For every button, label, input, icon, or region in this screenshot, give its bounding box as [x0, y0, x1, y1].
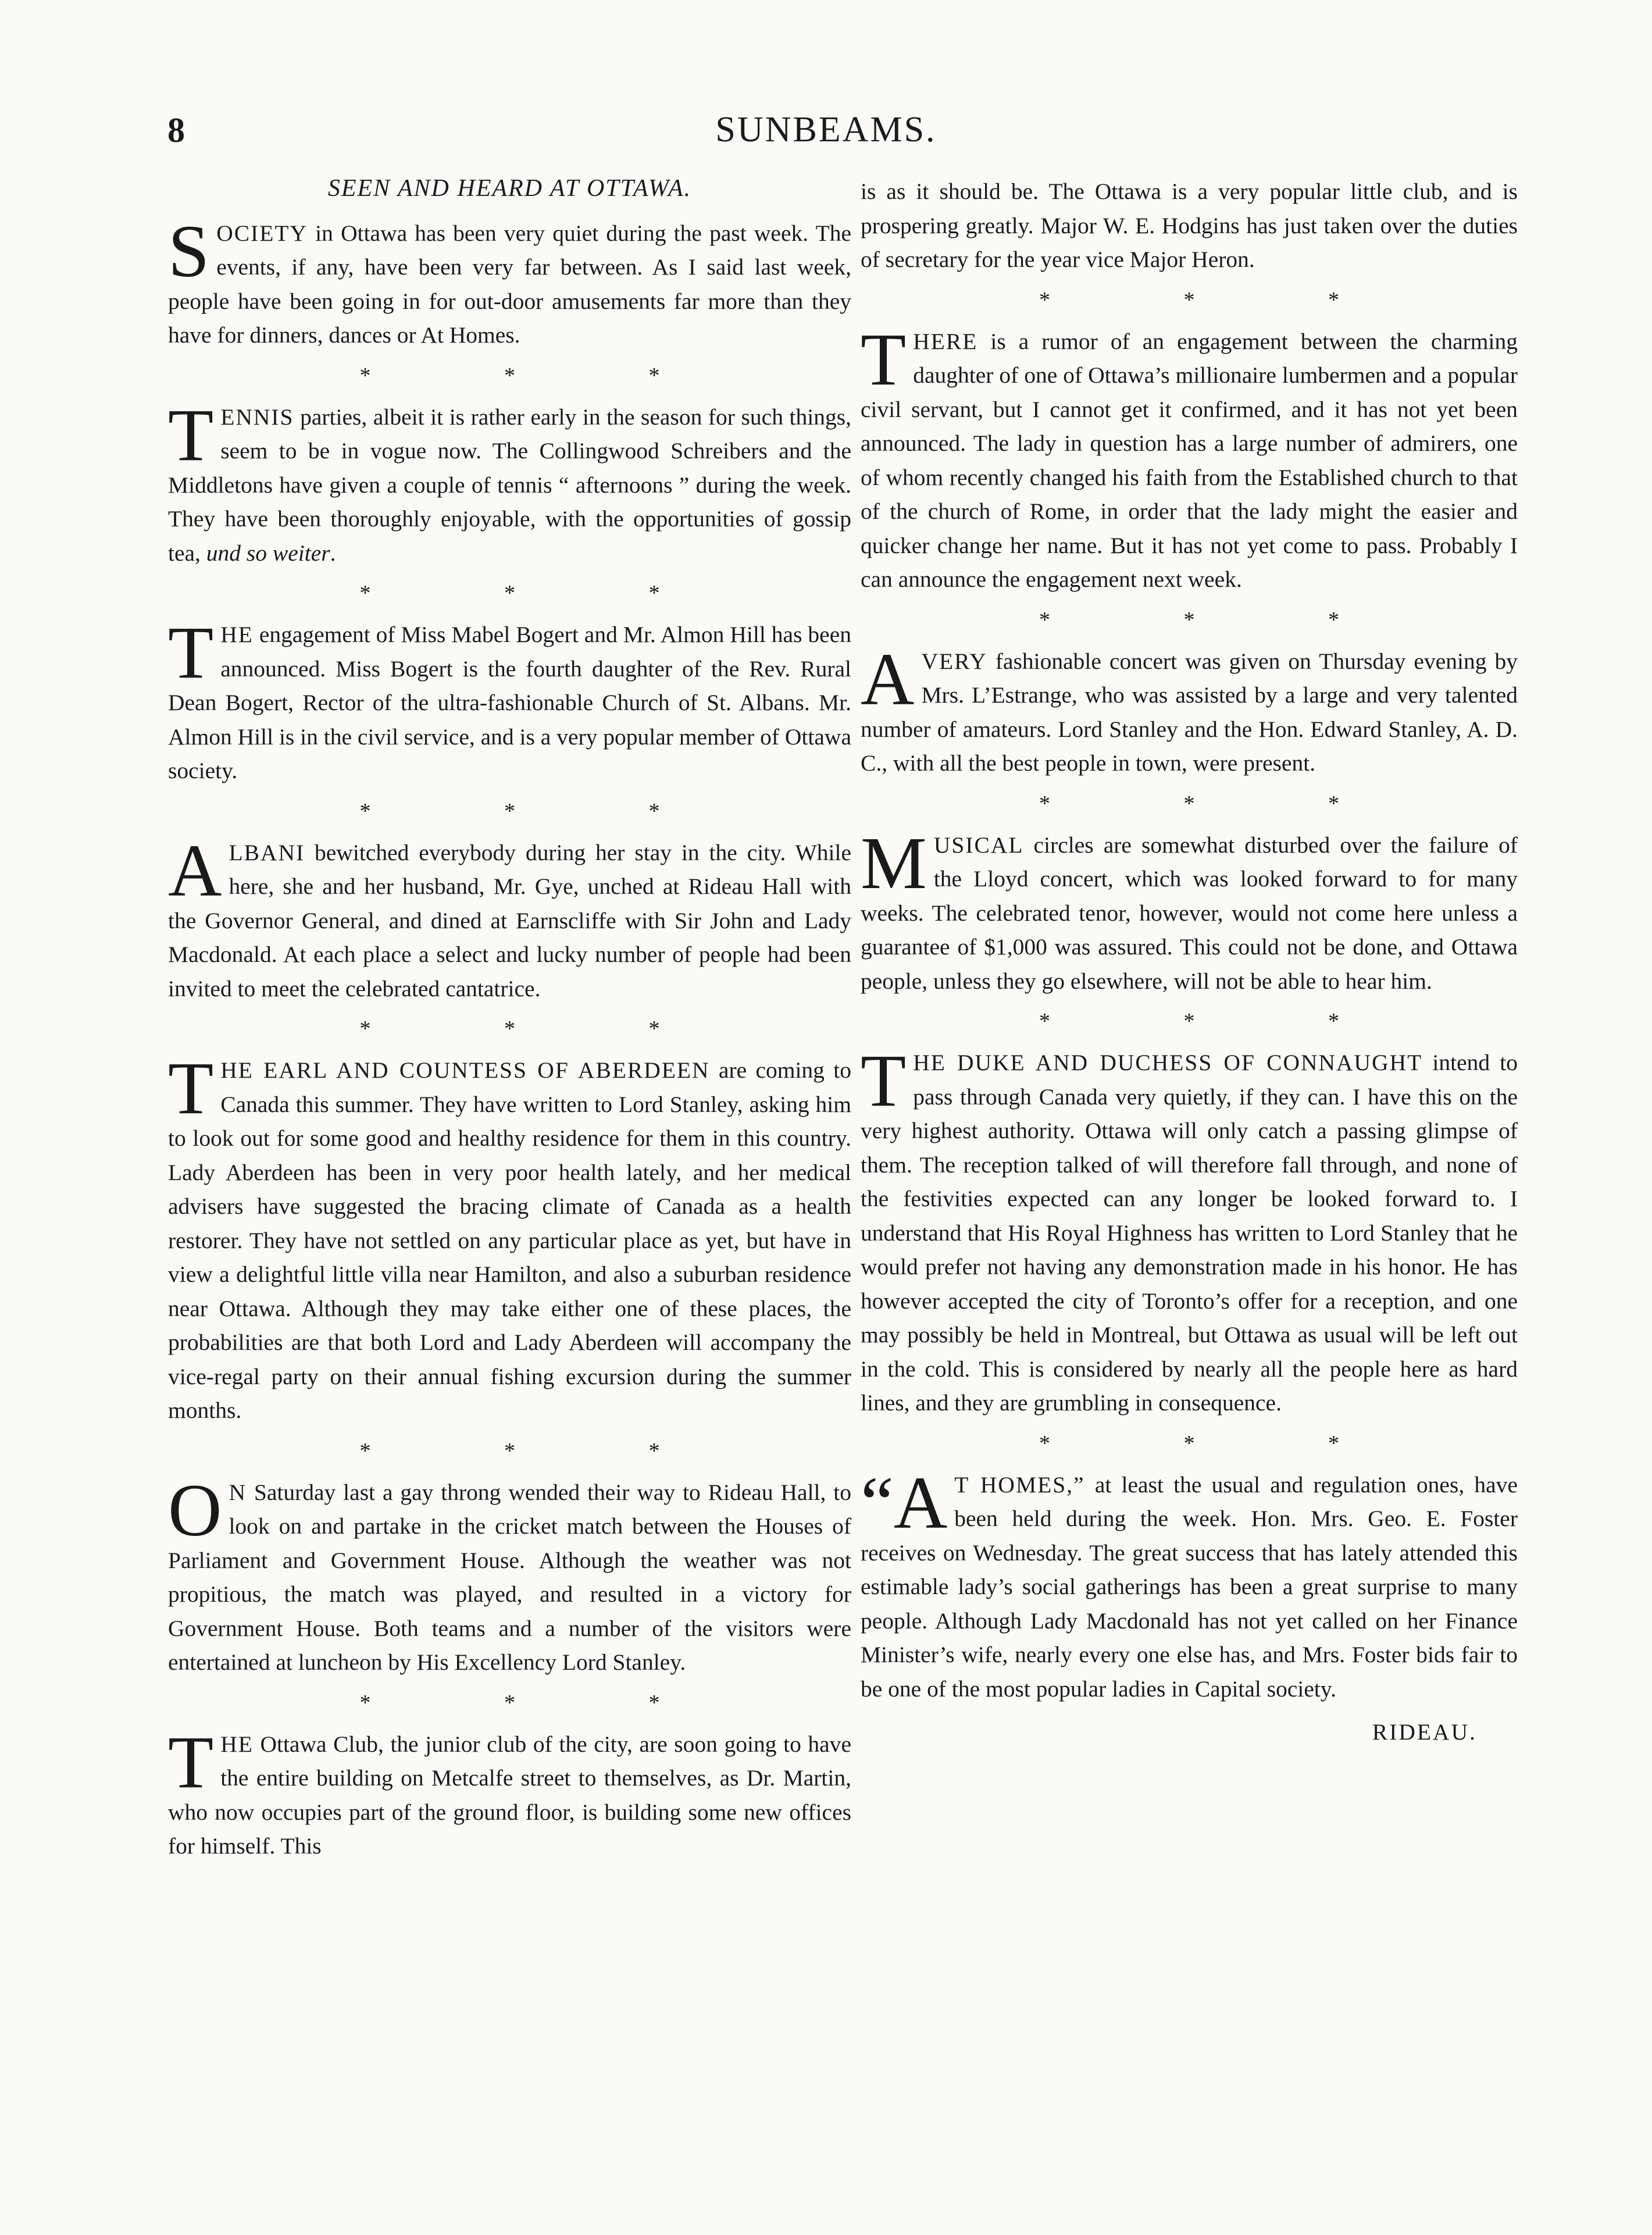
separator: * * *: [359, 1017, 724, 1041]
drop-cap: “A: [861, 1461, 948, 1544]
section-title: SEEN AND HEARD AT OTTAWA.: [327, 175, 692, 202]
paragraph-text: intend to pass through Canada very quietly, if they can. I have this on the very highest authority. Ottawa will only catch a passing glimpse of them. The reception talked of will therefore fall through, and none of the festivities expected can any longer be looked forward to. I understand that His Royal Highness has written to Lord Stanley that he would prefer not having any demonstration made in his honor. He has however accepted the city of Toronto’s offer for a reception, and one may possibly be held in Montreal, but Ottawa as usual will be left out in the cold. This is considered by nearly all the people here as hard lines, and they are grumbling in consequence.: [861, 1050, 1518, 1416]
paragraph-text: are coming to Canada this summer. They have written to Lord Stanley, asking him to look out for some good and healthy residence for them in this country. Lady Aberdeen has been in very poor health lately, and her medical advisers have suggested the bracing climate of Canada as a health restorer. They have not settled on any particular place as yet, but have in view a delightful little villa near Hamilton, and also a suburban residence near Ottawa. Although they may take either one of these places, the probabilities are that both Lord and Lady Aberdeen will accompany the vice-regal party on their annual fishing excursion during the summer months.: [168, 1057, 851, 1423]
separator: * * *: [359, 363, 724, 388]
lead-word: ENNIS: [220, 404, 294, 430]
separator: * * *: [1039, 607, 1403, 632]
page-number: 8: [167, 111, 185, 149]
separator: * * *: [359, 1690, 724, 1715]
drop-cap: A: [168, 829, 222, 912]
drop-cap: T: [861, 1039, 907, 1122]
separator: * * *: [1039, 1009, 1403, 1033]
separator: * * *: [1039, 287, 1403, 312]
separator: * * *: [1039, 1431, 1403, 1456]
lead-word: HERE: [913, 328, 978, 354]
paragraph-tennis: [168, 393, 851, 571]
paragraph-musical: [861, 821, 1518, 999]
drop-cap: O: [168, 1468, 222, 1552]
paragraph-text: at least the usual and regulation ones, have been held during the week. Hon. Mrs. Geo. E. Foster receives on Wednesday. The great success that has lately attended this estimable lady’s social gatherings has been a great surprise to many people. Although Lady Macdonald has not yet called on her Finance Minister’s wife, nearly every one else has, and Mrs. Foster bids fair to be one of the most popular ladies in Capital society.: [861, 1471, 1518, 1702]
drop-cap: T: [861, 318, 907, 401]
lead-word: HE EARL AND COUNTESS OF ABERDEEN: [220, 1057, 710, 1083]
paragraph-engagement: [168, 611, 851, 788]
separator: * * *: [359, 799, 724, 824]
paragraph-text: in Ottawa has been very quiet during the past week. The events, if any, have been very far between. As I said last week, people have been going in for out-door amusements far more than they have for dinners, dances or At Homes.: [168, 220, 851, 348]
lead-word: USICAL: [933, 832, 1024, 858]
separator: * * *: [359, 581, 724, 605]
drop-cap: M: [861, 821, 927, 904]
paragraph-continuation: is as it should be. The Ottawa is a very popular little club, and is prospering greatly. Major W. E. Hodgins has just taken over the duties of secretary for the year vice Major Heron.: [861, 179, 1518, 272]
paragraph-text: Saturday last a gay throng wended their way to Rideau Hall, to look on and partake in the cricket match between the Houses of Parliament and Government House. Although the weather was not propitious, the match was played, and resulted in a victory for Government House. Both teams and a number of the visitors were entertained at luncheon by His Excellency Lord Stanley.: [168, 1479, 851, 1675]
paragraph-text: circles are somewhat disturbed over the failure of the Lloyd concert, which was looked forward to for many weeks. The celebrated tenor, however, would not come here unless a guarantee of $1,000 was assured. This could not be done, and Ottawa people, unless they go elsewhere, will not be able to hear him.: [861, 832, 1518, 994]
lead-word: VERY: [921, 648, 987, 674]
drop-cap: A: [861, 637, 915, 721]
paragraph-text: parties, albeit it is rather early in the season for such things, seem to be in vogue now. The Collingwood Schreibers and the Middletons have given a couple of tennis “ afternoons ” during the week. They have been thoroughly enjoyable, with the opportunities of gossip tea,: [168, 404, 851, 566]
lead-word: HE: [220, 622, 254, 647]
paragraph-rumor: [861, 318, 1518, 597]
paragraph-connaught: [861, 1039, 1518, 1420]
lead-word: N: [229, 1479, 247, 1505]
lead-word: OCIETY: [216, 220, 308, 246]
paragraph-cricket: [168, 1468, 851, 1680]
signature: RIDEAU.: [1372, 1719, 1477, 1745]
drop-cap: S: [168, 209, 210, 293]
paragraph-text: fashionable concert was given on Thursday evening by Mrs. L’Estrange, who was assisted by a large and very talented number of amateurs. Lord Stanley and the Hon. Edward Stanley, A. D. C., with all the best people in town, were present.: [861, 648, 1518, 776]
paragraph-at-homes: [861, 1461, 1518, 1706]
separator: * * *: [359, 1438, 724, 1463]
right-column: [861, 174, 1518, 1749]
lead-word: HE: [220, 1731, 254, 1757]
paragraph-aberdeen: [168, 1047, 851, 1428]
paragraph-albani: [168, 829, 851, 1006]
drop-cap: T: [168, 393, 214, 476]
paragraph-society: [168, 209, 851, 352]
paragraph-concert: [861, 637, 1518, 780]
paragraph-text: Ottawa Club, the junior club of the city, are soon going to have the entire building on Metcalfe street to themselves, as Dr. Martin, who now occupies part of the ground floor, is building some new offices for himself. This: [168, 1731, 851, 1859]
lead-word: LBANI: [229, 839, 305, 865]
separator: * * *: [1039, 791, 1403, 816]
paragraph-text: bewitched everybody during her stay in the city. While here, she and her husband, Mr. Gye, unched at Rideau Hall with the Governor General, and dined at Earnscliffe with Sir John and Lady Macdonald. At each place a select and lucky number of people had been invited to meet the celebrated cantatrice.: [168, 839, 851, 1001]
lead-word: T HOMES,”: [954, 1471, 1085, 1498]
drop-cap: T: [168, 1720, 214, 1803]
paragraph-tail: .: [330, 540, 336, 566]
paragraph-text: is a rumor of an engagement between the charming daughter of one of Ottawa’s millionaire lumbermen and a popular civil servant, but I cannot get it confirmed, and it has not yet been announced. The lady in question has a large number of admirers, one of whom recently changed his faith from the Established church to that of the church of Rome, in order that the lady might the easier and quicker change her name. But it has not yet come to pass. Probably I can announce the engagement next week.: [861, 328, 1518, 592]
drop-cap: T: [168, 611, 214, 694]
paragraph-ottawa-club: [168, 1720, 851, 1863]
running-head: SUNBEAMS.: [715, 110, 937, 149]
paragraph-text: engagement of Miss Mabel Bogert and Mr. Almon Hill has been announced. Miss Bogert is the fourth daughter of the Rev. Rural Dean Bogert, Rector of the ultra-fashionable Church of St. Albans. Mr. Almon Hill is in the civil service, and is a very popular member of Ottawa society.: [168, 622, 851, 783]
drop-cap: T: [168, 1047, 214, 1129]
italic-phrase: und so weiter: [206, 540, 330, 566]
left-column: [168, 172, 851, 1863]
lead-word: HE DUKE AND DUCHESS OF CONNAUGHT: [913, 1050, 1423, 1075]
